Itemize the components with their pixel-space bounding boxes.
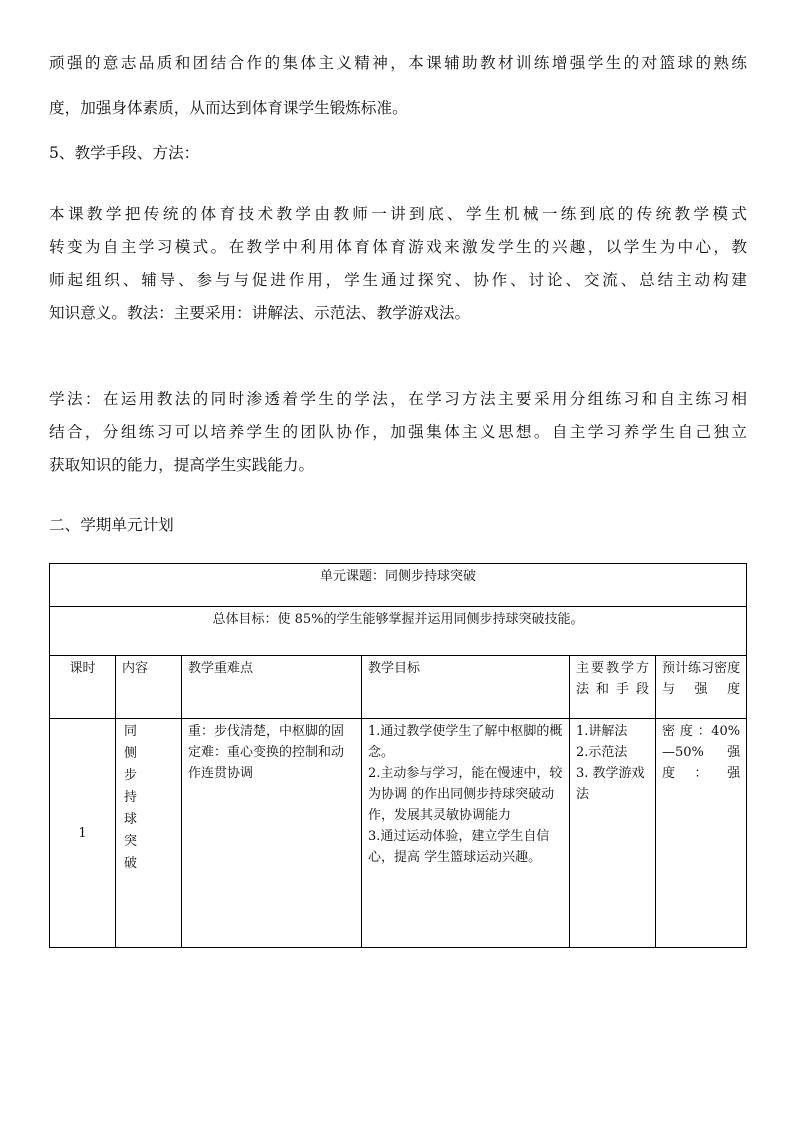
header-objectives: 教学目标 [362, 656, 570, 719]
objectives-cell [362, 719, 570, 948]
method-item: 2.示范法 [576, 745, 628, 760]
content-char: 侧 [124, 746, 138, 761]
header-key-points: 教学重难点 [182, 656, 362, 719]
density-cell [656, 719, 747, 948]
table-goal-row [50, 607, 747, 656]
objective-item: 3.通过运动体验，建立学生自信心，提高 学生篮球运动兴趣。 [368, 829, 550, 865]
paragraph-line: 知识意义。教法：主要采用：讲解法、示范法、教学游戏法。 [49, 304, 471, 322]
content-cell [116, 719, 182, 948]
objective-item: 2.主动参与学习，能在慢速中，较为协调 的作出同侧步持球突破动作，发展其灵敏协调能力 [368, 766, 563, 823]
header-density: 预计练习密度与强度 [656, 656, 747, 719]
teaching-methods-paragraph [49, 198, 747, 330]
table-header-row [50, 656, 747, 719]
paragraph-line: 学法：在运用教法的同时渗透着学生的学法，在学习方法主要采用分组练习和自主练习相 [49, 390, 747, 408]
paragraph-line: 获取知识的能力，提高学生实践能力。 [49, 456, 315, 474]
header-methods: 主要教学方法和手段 [570, 656, 656, 719]
header-content: 内容 [116, 656, 182, 719]
header-lesson: 课时 [50, 656, 116, 719]
key-points-cell [182, 719, 362, 948]
content-char: 持 [124, 790, 138, 805]
overall-goal: 总体目标：使 85%的学生能够掌握并运用同侧步持球突破技能。 [50, 607, 747, 656]
paragraph-line: 结合，分组练习可以培养学生的团队协作，加强集体主义思想。自主学习养学生自己独立 [49, 423, 747, 441]
method-item: 1.讲解法 [576, 724, 628, 739]
lesson-number: 1 [50, 719, 116, 948]
content-char: 破 [124, 856, 138, 871]
intro-paragraph [49, 49, 747, 123]
learning-methods-paragraph [49, 383, 747, 482]
content-char: 同 [124, 724, 138, 739]
density-text: 密 度 ：40%—50%强度：强 [662, 724, 741, 781]
paragraph-line: 本课教学把传统的体育技术教学由教师一讲到底、学生机械一练到底的传统教学模式 [49, 205, 747, 223]
paragraph-line: 师起组织、辅导、参与与促进作用，学生通过探究、协作、讨论、交流、总结主动构建 [49, 271, 747, 289]
unit-plan-table [49, 563, 747, 948]
key-points-text: 重：步伐清楚，中枢脚的固定难：重心变换的控制和动作连贯协调 [188, 724, 345, 781]
intro-line-1: 顽强的意志品质和团结合作的集体主义精神，本课辅助教材训练增强学生的对篮球的熟练 [49, 54, 747, 72]
section-heading-teaching-methods: 5、教学手段、方法： [49, 144, 200, 162]
content-char: 突 [124, 834, 138, 849]
intro-line-2: 度，加强身体素质，从而达到体育课学生锻炼标准。 [49, 99, 408, 117]
content-char: 步 [124, 768, 138, 783]
table-row [50, 719, 747, 948]
unit-title: 单元课题：同侧步持球突破 [50, 564, 747, 607]
paragraph-line: 转变为自主学习模式。在教学中利用体育体育游戏来激发学生的兴趣，以学生为中心，教 [49, 238, 747, 256]
content-vertical-text [122, 721, 175, 875]
section-heading-unit-plan: 二、学期单元计划 [49, 516, 174, 534]
method-item: 3. 教学游戏法 [576, 766, 645, 802]
table-title-row [50, 564, 747, 607]
objective-item: 1.通过教学使学生了解中枢脚的概念。 [368, 724, 563, 760]
methods-cell [570, 719, 656, 948]
content-char: 球 [124, 812, 138, 827]
